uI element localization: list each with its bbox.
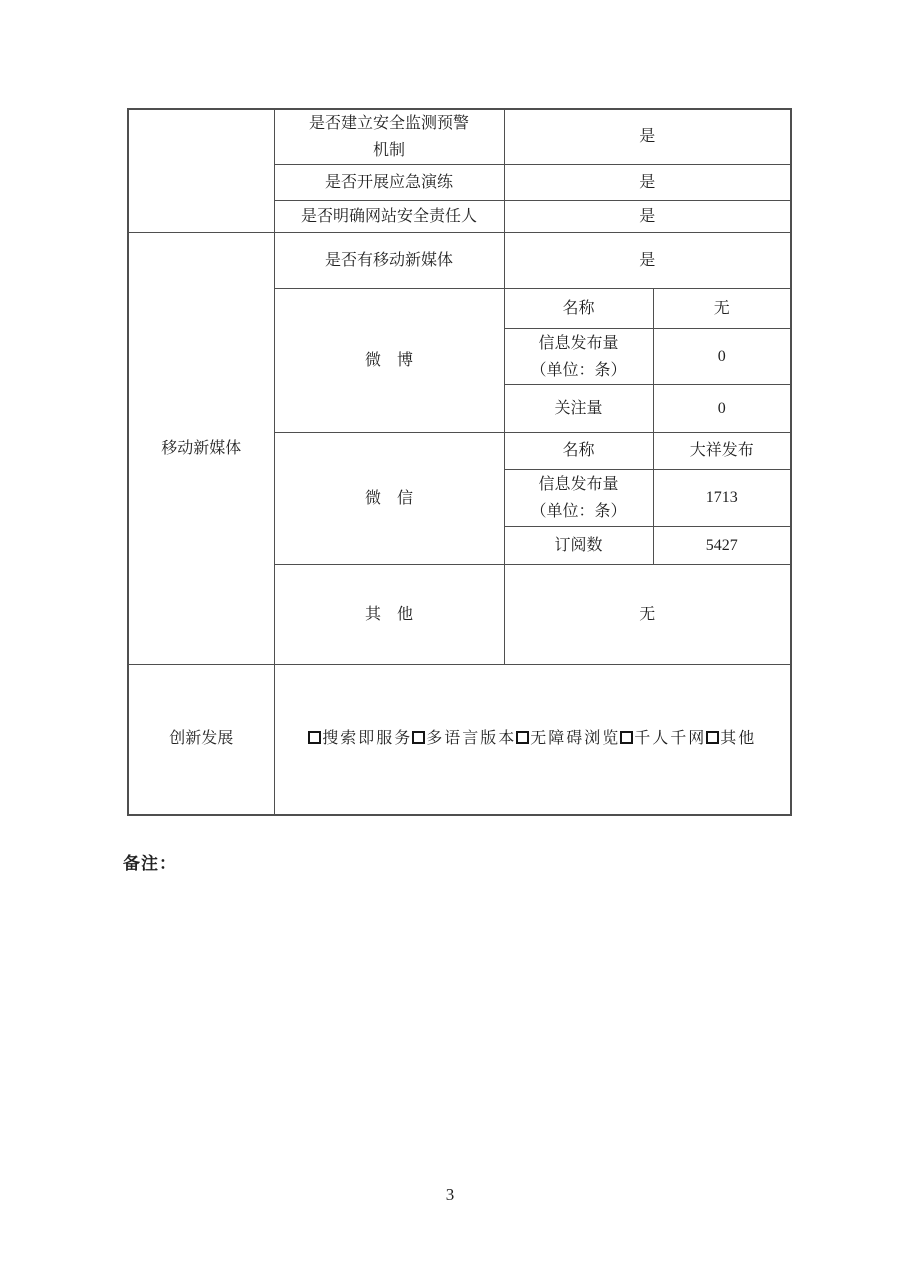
checkbox-icon bbox=[412, 731, 425, 744]
wechat-subscribers-label: 订阅数 bbox=[504, 527, 653, 565]
checkbox-icon bbox=[308, 731, 321, 744]
weibo-followers-value: 0 bbox=[653, 385, 791, 433]
weibo-posts-label: 信息发布量 （单位：条） bbox=[504, 329, 653, 385]
answer-emergency-drill: 是 bbox=[504, 165, 791, 201]
wechat-name-value: 大祥发布 bbox=[653, 433, 791, 470]
section-cell-innovation: 创新发展 bbox=[128, 665, 274, 815]
wechat-subscribers-value: 5427 bbox=[653, 527, 791, 565]
innovation-option-other: 其他 bbox=[706, 728, 756, 750]
table-row bbox=[128, 665, 791, 815]
wechat-name-label: 名称 bbox=[504, 433, 653, 470]
notes-label: 备注： bbox=[123, 854, 177, 873]
weibo-label-cell: 微 博 bbox=[274, 289, 504, 433]
weibo-followers-label: 关注量 bbox=[504, 385, 653, 433]
other-media-label: 其 他 bbox=[274, 565, 504, 665]
section-cell-empty bbox=[128, 109, 274, 233]
innovation-option-multilang: 多语言版本 bbox=[412, 728, 516, 750]
answer-has-mobile-media: 是 bbox=[504, 233, 791, 289]
question-monitor-warning: 是否建立安全监测预警 机制 bbox=[274, 109, 504, 165]
annual-report-table bbox=[127, 108, 792, 816]
table-row bbox=[128, 233, 791, 289]
page-number: 3 bbox=[445, 1185, 455, 1204]
answer-security-officer: 是 bbox=[504, 201, 791, 233]
innovation-options-line bbox=[308, 730, 756, 747]
wechat-label-cell: 微 信 bbox=[274, 433, 504, 565]
question-has-mobile-media: 是否有移动新媒体 bbox=[274, 233, 504, 289]
innovation-options-cell bbox=[274, 665, 791, 815]
weibo-name-value: 无 bbox=[653, 289, 791, 329]
section-cell-mobile-media: 移动新媒体 bbox=[128, 233, 274, 665]
question-security-officer: 是否明确网站安全责任人 bbox=[274, 201, 504, 233]
checkbox-icon bbox=[706, 731, 719, 744]
table-row bbox=[128, 109, 791, 165]
innovation-option-accessibility: 无障碍浏览 bbox=[516, 728, 620, 750]
innovation-option-personalized: 千人千网 bbox=[620, 728, 706, 750]
innovation-option-search: 搜索即服务 bbox=[308, 728, 412, 750]
wechat-posts-label: 信息发布量 （单位：条） bbox=[504, 470, 653, 527]
weibo-name-label: 名称 bbox=[504, 289, 653, 329]
wechat-posts-value: 1713 bbox=[653, 470, 791, 527]
question-emergency-drill: 是否开展应急演练 bbox=[274, 165, 504, 201]
checkbox-icon bbox=[516, 731, 529, 744]
answer-monitor-warning: 是 bbox=[504, 109, 791, 165]
weibo-posts-value: 0 bbox=[653, 329, 791, 385]
checkbox-icon bbox=[620, 731, 633, 744]
other-media-value: 无 bbox=[504, 565, 791, 665]
